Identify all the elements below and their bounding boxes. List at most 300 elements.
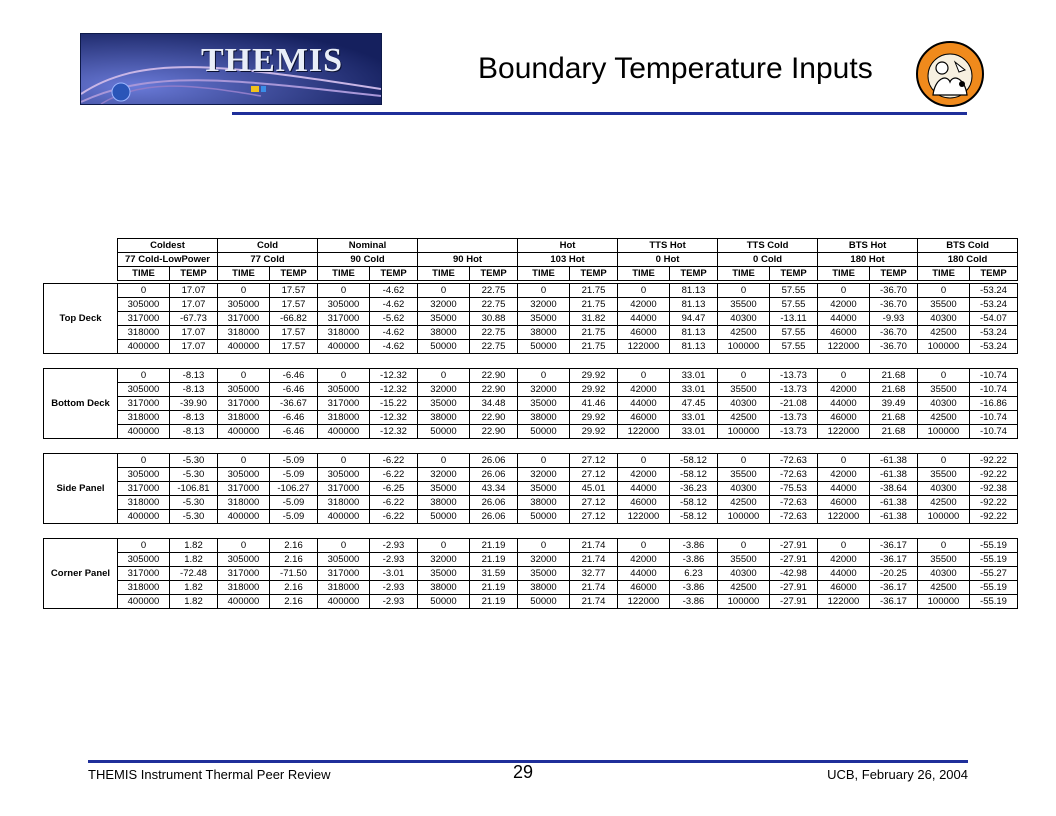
section-label: Bottom Deck [44, 369, 118, 439]
table-row [44, 340, 1018, 354]
temp-cell: 81.13 [670, 326, 718, 340]
column-header: TIME [518, 267, 570, 281]
temp-cell: 57.55 [770, 284, 818, 298]
temp-cell: -67.73 [170, 312, 218, 326]
time-cell: 42500 [918, 581, 970, 595]
time-cell: 318000 [318, 496, 370, 510]
temp-cell: -36.17 [870, 539, 918, 553]
temp-cell: 39.49 [870, 397, 918, 411]
temp-cell: -5.09 [270, 496, 318, 510]
time-cell: 0 [118, 284, 170, 298]
temp-cell: -10.74 [970, 425, 1018, 439]
temp-cell: 17.57 [270, 326, 318, 340]
temp-cell: -53.24 [970, 284, 1018, 298]
temp-cell: -92.22 [970, 496, 1018, 510]
section-label: Top Deck [44, 284, 118, 354]
temp-cell: 22.90 [470, 369, 518, 383]
temp-cell: -53.24 [970, 340, 1018, 354]
time-cell: 44000 [818, 482, 870, 496]
table-row [44, 411, 1018, 425]
time-cell: 305000 [118, 298, 170, 312]
column-header: TEMP [370, 267, 418, 281]
temp-cell: -13.11 [770, 312, 818, 326]
column-header: TIME [418, 267, 470, 281]
time-cell: 305000 [118, 553, 170, 567]
time-cell: 0 [118, 454, 170, 468]
temp-cell: -36.70 [870, 326, 918, 340]
time-cell: 50000 [518, 425, 570, 439]
temp-cell: -106.81 [170, 482, 218, 496]
time-cell: 122000 [818, 510, 870, 524]
time-cell: 317000 [218, 312, 270, 326]
time-cell: 400000 [218, 595, 270, 609]
time-cell: 318000 [118, 411, 170, 425]
temp-cell: 31.59 [470, 567, 518, 581]
temp-cell: 33.01 [670, 383, 718, 397]
temp-cell: -5.09 [270, 510, 318, 524]
group-header: BTS Cold [918, 239, 1018, 253]
time-cell: 400000 [318, 595, 370, 609]
temp-cell: -72.63 [770, 496, 818, 510]
time-cell: 32000 [418, 298, 470, 312]
time-cell: 50000 [518, 510, 570, 524]
temp-cell: -36.17 [870, 581, 918, 595]
temp-cell: 21.74 [570, 595, 618, 609]
temp-cell: -27.91 [770, 595, 818, 609]
time-cell: 0 [318, 284, 370, 298]
page-title: Boundary Temperature Inputs [478, 52, 873, 85]
temp-cell: 21.19 [470, 553, 518, 567]
time-cell: 0 [218, 369, 270, 383]
time-cell: 400000 [118, 510, 170, 524]
temp-cell: -5.30 [170, 454, 218, 468]
temp-cell: 1.82 [170, 595, 218, 609]
temp-cell: -55.19 [970, 581, 1018, 595]
temp-cell: -6.22 [370, 454, 418, 468]
time-cell: 0 [118, 369, 170, 383]
time-cell: 40300 [718, 312, 770, 326]
table-row [44, 581, 1018, 595]
time-cell: 0 [618, 454, 670, 468]
temp-cell: 17.07 [170, 326, 218, 340]
temp-cell: -12.32 [370, 369, 418, 383]
time-cell: 35500 [918, 468, 970, 482]
time-cell: 42000 [618, 468, 670, 482]
temp-cell: 21.19 [470, 595, 518, 609]
temp-cell: -54.07 [970, 312, 1018, 326]
case-header: 180 Hot [818, 253, 918, 267]
temp-cell: -4.62 [370, 326, 418, 340]
temp-cell: -8.13 [170, 369, 218, 383]
temp-cell: 17.07 [170, 340, 218, 354]
column-header: TIME [718, 267, 770, 281]
time-cell: 317000 [118, 312, 170, 326]
time-cell: 44000 [818, 397, 870, 411]
time-cell: 35000 [518, 482, 570, 496]
time-cell: 32000 [518, 383, 570, 397]
time-cell: 0 [318, 539, 370, 553]
time-cell: 318000 [218, 411, 270, 425]
table-row [44, 369, 1018, 383]
time-cell: 46000 [818, 411, 870, 425]
column-header-row [118, 267, 1018, 281]
temp-cell: -4.62 [370, 284, 418, 298]
temp-cell: -6.46 [270, 425, 318, 439]
temp-cell: -53.24 [970, 326, 1018, 340]
temp-cell: -4.62 [370, 298, 418, 312]
section-label: Side Panel [44, 454, 118, 524]
table-row [44, 326, 1018, 340]
temp-cell: -2.93 [370, 539, 418, 553]
column-header: TIME [318, 267, 370, 281]
time-cell: 32000 [418, 468, 470, 482]
time-cell: 35000 [418, 312, 470, 326]
time-cell: 44000 [618, 567, 670, 581]
temp-cell: -13.73 [770, 383, 818, 397]
footer-right-text: UCB, February 26, 2004 [827, 767, 968, 782]
time-cell: 400000 [318, 510, 370, 524]
table-row [44, 383, 1018, 397]
time-cell: 42000 [618, 298, 670, 312]
time-cell: 0 [218, 454, 270, 468]
temp-cell: 21.74 [570, 581, 618, 595]
time-cell: 50000 [418, 340, 470, 354]
temp-cell: 17.57 [270, 298, 318, 312]
temp-cell: -36.70 [870, 284, 918, 298]
temp-cell: 26.06 [470, 496, 518, 510]
temp-cell: -10.74 [970, 369, 1018, 383]
temp-cell: -36.23 [670, 482, 718, 496]
temp-cell: -36.70 [870, 340, 918, 354]
temp-cell: 21.75 [570, 340, 618, 354]
time-cell: 50000 [518, 595, 570, 609]
temp-cell: 2.16 [270, 581, 318, 595]
time-cell: 100000 [718, 425, 770, 439]
time-cell: 305000 [318, 468, 370, 482]
time-cell: 317000 [118, 397, 170, 411]
table-row [44, 553, 1018, 567]
temp-cell: 17.07 [170, 284, 218, 298]
temp-cell: 22.75 [470, 298, 518, 312]
temp-cell: -36.17 [870, 595, 918, 609]
temp-cell: -13.73 [770, 411, 818, 425]
temp-cell: 29.92 [570, 425, 618, 439]
temp-cell: -5.09 [270, 454, 318, 468]
time-cell: 35000 [518, 397, 570, 411]
time-cell: 46000 [818, 496, 870, 510]
time-cell: 317000 [318, 482, 370, 496]
time-cell: 38000 [518, 326, 570, 340]
temp-cell: -38.64 [870, 482, 918, 496]
time-cell: 305000 [118, 468, 170, 482]
case-header-row [118, 253, 1018, 267]
table-row [44, 397, 1018, 411]
time-cell: 42500 [718, 496, 770, 510]
time-cell: 100000 [718, 340, 770, 354]
case-header: 77 Cold [218, 253, 318, 267]
temp-cell: -5.30 [170, 468, 218, 482]
time-cell: 317000 [118, 482, 170, 496]
time-cell: 50000 [418, 425, 470, 439]
time-cell: 122000 [618, 340, 670, 354]
time-cell: 35500 [918, 553, 970, 567]
temp-cell: 30.88 [470, 312, 518, 326]
time-cell: 317000 [218, 482, 270, 496]
temp-cell: 22.90 [470, 411, 518, 425]
time-cell: 46000 [618, 581, 670, 595]
temp-cell: -9.93 [870, 312, 918, 326]
temp-cell: -72.48 [170, 567, 218, 581]
time-cell: 35500 [718, 468, 770, 482]
time-cell: 42500 [718, 411, 770, 425]
time-cell: 35500 [718, 298, 770, 312]
temp-cell: -2.93 [370, 581, 418, 595]
time-cell: 317000 [318, 567, 370, 581]
temp-cell: 27.12 [570, 468, 618, 482]
temp-cell: -8.13 [170, 383, 218, 397]
temp-cell: -27.91 [770, 581, 818, 595]
time-cell: 100000 [718, 595, 770, 609]
time-cell: 318000 [118, 581, 170, 595]
table-row [44, 496, 1018, 510]
time-cell: 44000 [618, 312, 670, 326]
temp-cell: 45.01 [570, 482, 618, 496]
table-row [44, 539, 1018, 553]
temp-cell: 47.45 [670, 397, 718, 411]
time-cell: 0 [318, 369, 370, 383]
column-header: TEMP [470, 267, 518, 281]
temp-cell: -3.86 [670, 595, 718, 609]
temp-cell: -15.22 [370, 397, 418, 411]
time-cell: 305000 [318, 298, 370, 312]
time-cell: 42500 [918, 496, 970, 510]
time-cell: 0 [518, 539, 570, 553]
temp-cell: 26.06 [470, 454, 518, 468]
temp-cell: -92.22 [970, 468, 1018, 482]
temp-cell: 21.75 [570, 326, 618, 340]
temp-cell: 26.06 [470, 468, 518, 482]
time-cell: 100000 [918, 340, 970, 354]
time-cell: 122000 [818, 340, 870, 354]
time-cell: 35500 [718, 553, 770, 567]
temp-cell: 17.57 [270, 284, 318, 298]
temp-cell: 22.90 [470, 383, 518, 397]
time-cell: 0 [418, 539, 470, 553]
temp-cell: -12.32 [370, 425, 418, 439]
time-cell: 122000 [818, 595, 870, 609]
temp-cell: 21.19 [470, 539, 518, 553]
temp-cell: -92.22 [970, 454, 1018, 468]
time-cell: 32000 [518, 553, 570, 567]
temp-cell: 81.13 [670, 284, 718, 298]
temp-cell: -2.93 [370, 553, 418, 567]
temp-cell: 29.92 [570, 383, 618, 397]
time-cell: 46000 [618, 326, 670, 340]
temp-cell: -13.73 [770, 425, 818, 439]
temp-cell: -4.62 [370, 340, 418, 354]
temp-cell: -53.24 [970, 298, 1018, 312]
time-cell: 40300 [718, 397, 770, 411]
time-cell: 0 [918, 369, 970, 383]
time-cell: 42000 [818, 298, 870, 312]
temp-cell: -42.98 [770, 567, 818, 581]
time-cell: 35000 [518, 312, 570, 326]
time-cell: 0 [418, 369, 470, 383]
temp-cell: 21.75 [570, 284, 618, 298]
time-cell: 35000 [518, 567, 570, 581]
temp-cell: 26.06 [470, 510, 518, 524]
temp-cell: -5.09 [270, 468, 318, 482]
temp-cell: 94.47 [670, 312, 718, 326]
temp-cell: -72.63 [770, 510, 818, 524]
time-cell: 318000 [318, 411, 370, 425]
section-bottom-deck [43, 368, 1018, 439]
temp-cell: 27.12 [570, 510, 618, 524]
table-row [44, 595, 1018, 609]
temp-cell: -6.22 [370, 510, 418, 524]
temp-cell: 81.13 [670, 340, 718, 354]
time-cell: 317000 [218, 397, 270, 411]
column-header: TEMP [770, 267, 818, 281]
time-cell: 318000 [318, 326, 370, 340]
temp-cell: -10.74 [970, 383, 1018, 397]
time-cell: 400000 [318, 340, 370, 354]
header-rule [232, 112, 967, 115]
table-row [44, 482, 1018, 496]
time-cell: 317000 [218, 567, 270, 581]
temp-cell: -16.86 [970, 397, 1018, 411]
temp-cell: 21.75 [570, 298, 618, 312]
time-cell: 318000 [218, 496, 270, 510]
temp-cell: -61.38 [870, 510, 918, 524]
column-header: TIME [918, 267, 970, 281]
time-cell: 0 [718, 454, 770, 468]
time-cell: 0 [518, 369, 570, 383]
temp-cell: 33.01 [670, 425, 718, 439]
time-cell: 46000 [618, 411, 670, 425]
case-header: 180 Cold [918, 253, 1018, 267]
time-cell: 42500 [918, 326, 970, 340]
temp-cell: 33.01 [670, 411, 718, 425]
time-cell: 0 [818, 539, 870, 553]
case-header: 103 Hot [518, 253, 618, 267]
temp-cell: -12.32 [370, 411, 418, 425]
time-cell: 38000 [518, 581, 570, 595]
time-cell: 40300 [918, 567, 970, 581]
time-cell: 100000 [918, 510, 970, 524]
temp-cell: -36.70 [870, 298, 918, 312]
time-cell: 44000 [818, 312, 870, 326]
time-cell: 40300 [918, 312, 970, 326]
temp-cell: 27.12 [570, 454, 618, 468]
column-header: TEMP [270, 267, 318, 281]
temp-cell: 57.55 [770, 298, 818, 312]
section-top-deck [43, 283, 1018, 354]
temp-cell: -92.22 [970, 510, 1018, 524]
time-cell: 0 [618, 539, 670, 553]
temp-cell: 21.19 [470, 581, 518, 595]
temp-cell: -3.86 [670, 581, 718, 595]
time-cell: 35000 [418, 567, 470, 581]
themis-logo [80, 33, 382, 105]
temp-cell: -55.19 [970, 539, 1018, 553]
time-cell: 0 [918, 539, 970, 553]
time-cell: 40300 [718, 567, 770, 581]
temp-cell: -36.17 [870, 553, 918, 567]
time-cell: 40300 [718, 482, 770, 496]
table-row [44, 454, 1018, 468]
time-cell: 40300 [918, 397, 970, 411]
group-header: TTS Cold [718, 239, 818, 253]
section-corner-panel [43, 538, 1018, 609]
time-cell: 0 [918, 454, 970, 468]
table-row [44, 284, 1018, 298]
group-header: Nominal [318, 239, 418, 253]
temp-cell: 21.68 [870, 383, 918, 397]
temp-cell: -71.50 [270, 567, 318, 581]
time-cell: 42000 [818, 468, 870, 482]
temp-cell: 43.34 [470, 482, 518, 496]
time-cell: 38000 [518, 496, 570, 510]
temp-cell: 41.46 [570, 397, 618, 411]
temp-cell: 21.68 [870, 369, 918, 383]
time-cell: 318000 [218, 326, 270, 340]
table-row [44, 425, 1018, 439]
table-row [44, 312, 1018, 326]
time-cell: 35500 [918, 383, 970, 397]
temp-cell: 21.74 [570, 553, 618, 567]
column-header: TEMP [670, 267, 718, 281]
column-header-table [117, 238, 1018, 281]
temp-cell: -13.73 [770, 369, 818, 383]
time-cell: 317000 [318, 397, 370, 411]
time-cell: 0 [718, 369, 770, 383]
temp-cell: 27.12 [570, 496, 618, 510]
temp-cell: -6.46 [270, 383, 318, 397]
table-row [44, 298, 1018, 312]
temp-cell: 6.23 [670, 567, 718, 581]
temp-cell: -58.12 [670, 454, 718, 468]
temp-cell: 22.75 [470, 284, 518, 298]
time-cell: 317000 [118, 567, 170, 581]
time-cell: 122000 [818, 425, 870, 439]
temp-cell: -10.74 [970, 411, 1018, 425]
table-row [44, 567, 1018, 581]
temp-cell: -55.19 [970, 553, 1018, 567]
temp-cell: -58.12 [670, 510, 718, 524]
time-cell: 305000 [218, 468, 270, 482]
temp-cell: -39.90 [170, 397, 218, 411]
temp-cell: -12.32 [370, 383, 418, 397]
logo-text: THEMIS [201, 42, 344, 79]
time-cell: 305000 [218, 553, 270, 567]
time-cell: 0 [718, 539, 770, 553]
temp-cell: -6.25 [370, 482, 418, 496]
time-cell: 400000 [218, 340, 270, 354]
temp-cell: -8.13 [170, 425, 218, 439]
footer-left-text: THEMIS Instrument Thermal Peer Review [88, 767, 331, 782]
time-cell: 0 [418, 454, 470, 468]
temp-cell: 22.75 [470, 340, 518, 354]
case-header: 0 Cold [718, 253, 818, 267]
group-header: Hot [518, 239, 618, 253]
temp-cell: -21.08 [770, 397, 818, 411]
group-header-row [118, 239, 1018, 253]
time-cell: 318000 [318, 581, 370, 595]
temp-cell: -20.25 [870, 567, 918, 581]
temp-cell: 2.16 [270, 539, 318, 553]
temp-cell: -3.01 [370, 567, 418, 581]
